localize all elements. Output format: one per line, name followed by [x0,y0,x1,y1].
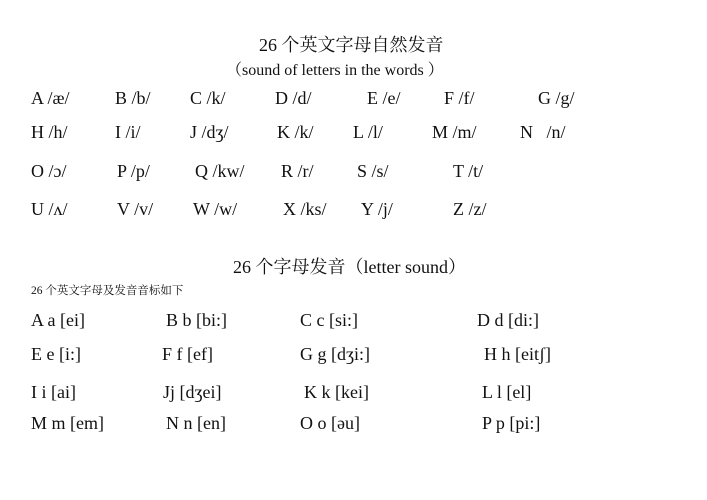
letter-name-c: C c [si:] [300,310,358,330]
letter-sound-s: S /s/ [357,161,389,181]
letter-sound-j: J /dʒ/ [190,122,229,142]
letter-name-g: G g [dʒi:] [300,344,370,364]
letter-sound-k: K /k/ [277,122,314,142]
section2-title: 26 个字母发音（letter sound） [233,257,466,277]
letter-sound-x: X /ks/ [283,199,327,219]
letter-name-h: H h [eitʃ] [484,344,551,364]
letter-sound-a: A /æ/ [31,88,70,108]
letter-sound-h: H /h/ [31,122,68,142]
letter-sound-t: T /t/ [453,161,484,181]
section1-subtitle: （sound of letters in the words ） [226,62,444,79]
letter-sound-o: O /ɔ/ [31,161,67,181]
letter-sound-l: L /l/ [353,122,383,142]
letter-sound-d: D /d/ [275,88,312,108]
letter-sound-m: M /m/ [432,122,477,142]
letter-sound-z: Z /z/ [453,199,487,219]
letter-name-j: Jj [dʒei] [163,382,222,402]
letter-sound-r: R /r/ [281,161,314,181]
letter-sound-u: U /ʌ/ [31,199,68,219]
letter-name-l: L l [el] [482,382,532,402]
letter-sound-q: Q /kw/ [195,161,245,181]
letter-name-b: B b [bi:] [166,310,227,330]
letter-sound-g: G /g/ [538,88,575,108]
section1-title: 26 个英文字母自然发音 [259,35,444,55]
letter-sound-w: W /w/ [193,199,238,219]
letter-sound-v: V /v/ [117,199,154,219]
letter-sound-n: N /n/ [520,122,566,142]
letter-name-f: F f [ef] [162,344,213,364]
letter-name-o: O o [əu] [300,413,360,433]
letter-name-n: N n [en] [166,413,226,433]
letter-sound-p: P /p/ [117,161,150,181]
letter-name-k: K k [kei] [304,382,369,402]
letter-sound-i: I /i/ [115,122,141,142]
letter-sound-e: E /e/ [367,88,401,108]
letter-name-i: I i [ai] [31,382,76,402]
letter-sound-c: C /k/ [190,88,226,108]
letter-name-m: M m [em] [31,413,104,433]
letter-name-d: D d [di:] [477,310,539,330]
letter-name-e: E e [i:] [31,344,81,364]
letter-sound-b: B /b/ [115,88,151,108]
section2-note: 26 个英文字母及发音音标如下 [31,285,184,297]
letter-name-p: P p [pi:] [482,413,541,433]
letter-sound-y: Y /j/ [361,199,393,219]
letter-sound-f: F /f/ [444,88,475,108]
letter-name-a: A a [ei] [31,310,85,330]
